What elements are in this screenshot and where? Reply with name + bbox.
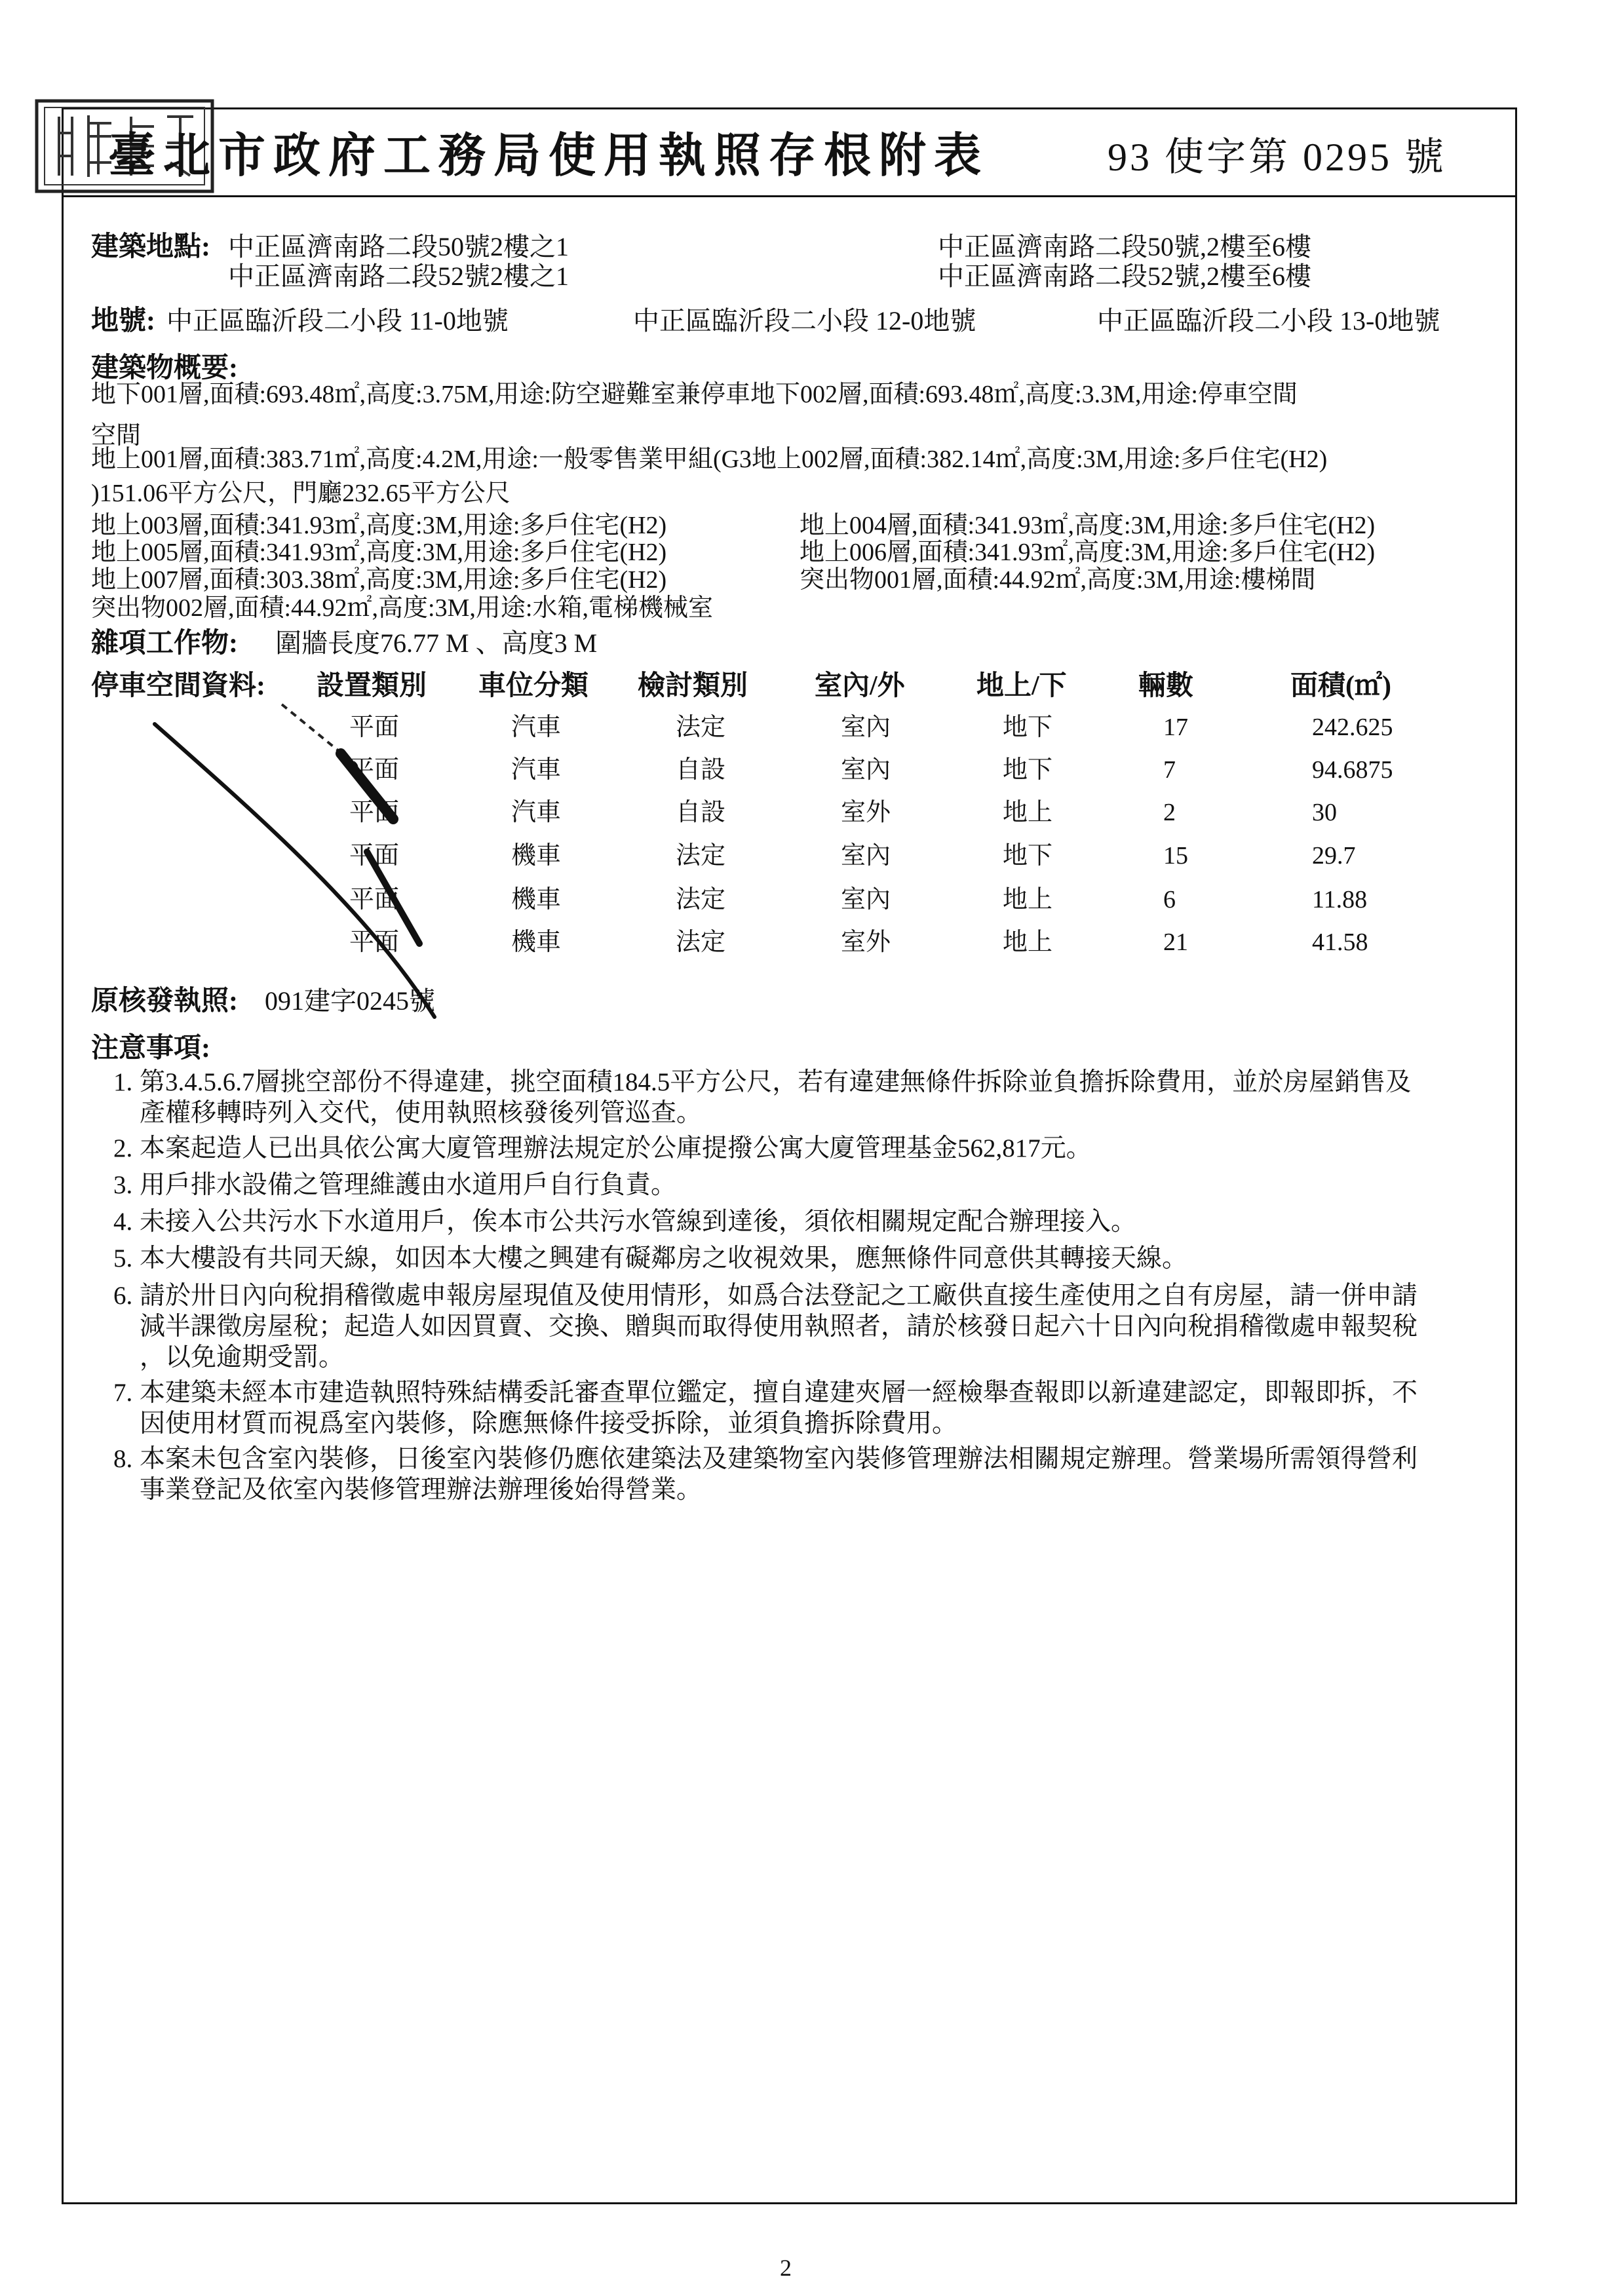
summary-right-line: 地上004層,面積:341.93㎡,高度:3M,用途:多戶住宅(H2) [800, 512, 1376, 539]
parking-header-level: 地上/下 [976, 671, 1067, 701]
note-line: 事業登記及依室內裝修管理辦法辦理後始得營業。 [140, 1476, 703, 1504]
table-row [0, 843, 1620, 870]
note-number: 1. [113, 1068, 133, 1096]
parking-cell-level: 地上 [1003, 886, 1053, 913]
parking-header-area: 面積(㎡) [1290, 671, 1391, 701]
parking-cell-type: 平面 [349, 928, 400, 956]
parking-cell-indoor: 室內 [841, 714, 891, 741]
parking-cell-vehicle: 汽車 [511, 799, 562, 826]
note-number: 2. [113, 1134, 133, 1162]
table-row [0, 715, 1620, 741]
parking-cell-count: 6 [1163, 886, 1176, 913]
note-number: 7. [113, 1379, 133, 1407]
summary-line: 空間 [91, 422, 142, 450]
parking-cell-indoor: 室內 [841, 886, 891, 913]
parking-cell-level: 地上 [1003, 799, 1053, 826]
note-number: 8. [113, 1445, 133, 1473]
location-left-2: 中正區濟南路二段52號2樓之1 [228, 261, 569, 291]
document-title: 臺北市政府工務局使用執照存根附表 [108, 130, 990, 182]
note-line: 減半課徵房屋稅；起造人如因買賣、交換、贈與而取得使用執照者，請於核發日起六十日內向稅捐稽徵處申報契稅 [140, 1312, 1418, 1341]
location-right-1: 中正區濟南路二段50號,2樓至6樓 [938, 232, 1311, 261]
parking-cell-level: 地下 [1003, 756, 1053, 784]
parking-cell-type: 平面 [349, 714, 400, 741]
parking-cell-type: 平面 [349, 799, 400, 826]
table-row [0, 887, 1620, 913]
parking-cell-area: 29.7 [1312, 842, 1356, 870]
parking-cell-vehicle: 機車 [511, 842, 562, 870]
note-line: 因使用材質而視爲室內裝修，除應無條件接受拆除，並須負擔拆除費用。 [140, 1409, 958, 1438]
parking-cell-count: 7 [1163, 756, 1176, 784]
note-line: 未接入公共污水下水道用戶，俟本市公共污水管線到達後，須依相關規定配合辦理接入。 [140, 1208, 1137, 1236]
parking-cell-area: 30 [1312, 799, 1337, 826]
original-permit-label: 原核發執照: [91, 986, 238, 1016]
lot-label: 地號: [91, 306, 155, 336]
parking-header-vehicle: 車位分類 [478, 671, 589, 701]
parking-label: 停車空間資料: [91, 671, 265, 701]
lot-value-2: 中正區臨沂段二小段 12-0地號 [633, 306, 976, 335]
page-number: 2 [780, 2255, 792, 2281]
misc-label: 雜項工作物: [91, 628, 238, 659]
parking-cell-indoor: 室內 [841, 756, 891, 784]
table-row [0, 757, 1620, 784]
parking-cell-review: 法定 [676, 714, 726, 741]
parking-header-count: 輛數 [1138, 671, 1194, 701]
summary-right-line: 突出物001層,面積:44.92㎡,高度:3M,用途:樓梯間 [800, 566, 1316, 594]
parking-cell-count: 15 [1163, 842, 1188, 870]
parking-cell-area: 11.88 [1312, 886, 1368, 913]
permit-number: 93 使字第 0295 號 [1108, 136, 1446, 179]
summary-left-line: 突出物002層,面積:44.92㎡,高度:3M,用途:水箱,電梯機械室 [91, 594, 713, 622]
parking-cell-review: 自設 [676, 799, 726, 826]
parking-cell-review: 法定 [676, 886, 726, 913]
parking-cell-indoor: 室外 [841, 799, 891, 826]
parking-cell-count: 21 [1163, 928, 1188, 956]
parking-cell-level: 地上 [1003, 928, 1053, 956]
parking-cell-review: 自設 [676, 756, 726, 784]
parking-cell-type: 平面 [349, 886, 400, 913]
notes-label: 注意事項: [91, 1033, 210, 1063]
note-line: 第3.4.5.6.7層挑空部份不得違建，挑空面積184.5平方公尺，若有違建無條件拆除並負擔拆除費用，並於房屋銷售及 [140, 1068, 1412, 1096]
parking-cell-vehicle: 汽車 [511, 756, 562, 784]
summary-left-line: 地上003層,面積:341.93㎡,高度:3M,用途:多戶住宅(H2) [91, 512, 667, 539]
parking-header-type: 設置類別 [317, 671, 427, 701]
table-row [0, 930, 1620, 956]
summary-line: 地上001層,面積:383.71㎡,高度:4.2M,用途:一般零售業甲組(G3地上002層,面積:382.14㎡,高度:3M,用途:多戶住宅(H2) [91, 446, 1328, 473]
summary-line: )151.06平方公尺，門廳232.65平方公尺 [91, 480, 511, 507]
parking-cell-area: 94.6875 [1312, 756, 1393, 784]
parking-cell-indoor: 室外 [841, 928, 891, 956]
parking-cell-review: 法定 [676, 842, 726, 870]
summary-label: 建築物概要: [91, 353, 238, 383]
parking-cell-level: 地下 [1003, 842, 1053, 870]
note-line: 本案未包含室內裝修，日後室內裝修仍應依建築法及建築物室內裝修管理辦法相關規定辦理。營業場所需領得營利 [140, 1445, 1418, 1473]
parking-cell-vehicle: 機車 [511, 886, 562, 913]
original-permit-value: 091建字0245號 [265, 986, 435, 1016]
summary-line: 地下001層,面積:693.48㎡,高度:3.75M,用途:防空避難室兼停車地下002層,面積:693.48㎡,高度:3.3M,用途:停車空間 [91, 381, 1298, 408]
parking-cell-type: 平面 [349, 756, 400, 784]
parking-header-review: 檢討類別 [638, 671, 748, 701]
location-left-1: 中正區濟南路二段50號2樓之1 [228, 232, 569, 261]
parking-cell-vehicle: 機車 [511, 928, 562, 956]
parking-cell-area: 242.625 [1312, 714, 1393, 741]
parking-header-indoor: 室內/外 [815, 671, 905, 701]
table-row [0, 800, 1620, 826]
note-line: ，以免逾期受罰。 [140, 1343, 345, 1371]
note-number: 5. [113, 1244, 133, 1272]
note-line: 本案起造人已出具依公寓大廈管理辦法規定於公庫提撥公寓大廈管理基金562,817元。 [140, 1134, 1092, 1162]
parking-cell-indoor: 室內 [841, 842, 891, 870]
misc-value: 圍牆長度76.77 M 、高度3 M [275, 628, 598, 658]
lot-value-1: 中正區臨沂段二小段 11-0地號 [166, 306, 509, 335]
lot-value-3: 中正區臨沂段二小段 13-0地號 [1097, 306, 1440, 335]
parking-cell-type: 平面 [349, 842, 400, 870]
note-line: 本建築未經本市建造執照特殊結構委託審查單位鑑定，擅自違建夾層一經檢舉查報即以新違建認定，即報即拆，不 [140, 1379, 1418, 1407]
parking-cell-level: 地下 [1003, 714, 1053, 741]
note-line: 用戶排水設備之管理維護由水道用戶自行負責。 [140, 1171, 677, 1199]
note-line: 請於卅日內向稅捐稽徵處申報房屋現值及使用情形，如爲合法登記之工廠供直接生產使用之自有房屋，請一併申請 [140, 1282, 1418, 1310]
summary-left-line: 地上007層,面積:303.38㎡,高度:3M,用途:多戶住宅(H2) [91, 566, 667, 594]
parking-cell-review: 法定 [676, 928, 726, 956]
summary-left-line: 地上005層,面積:341.93㎡,高度:3M,用途:多戶住宅(H2) [91, 539, 667, 566]
title-divider [62, 195, 1517, 197]
parking-cell-count: 2 [1163, 799, 1176, 826]
note-line: 本大樓設有共同天線，如因本大樓之興建有礙鄰房之收視效果，應無條件同意供其轉接天線。 [140, 1244, 1188, 1272]
parking-cell-area: 41.58 [1312, 928, 1368, 956]
location-right-2: 中正區濟南路二段52號,2樓至6樓 [938, 261, 1311, 291]
location-label: 建築地點: [91, 232, 210, 262]
note-number: 4. [113, 1208, 133, 1236]
note-number: 3. [113, 1171, 133, 1199]
note-line: 產權移轉時列入交代，使用執照核發後列管巡查。 [140, 1099, 703, 1127]
parking-cell-count: 17 [1163, 714, 1188, 741]
note-number: 6. [113, 1282, 133, 1310]
parking-cell-vehicle: 汽車 [511, 714, 562, 741]
summary-right-line: 地上006層,面積:341.93㎡,高度:3M,用途:多戶住宅(H2) [800, 539, 1376, 566]
